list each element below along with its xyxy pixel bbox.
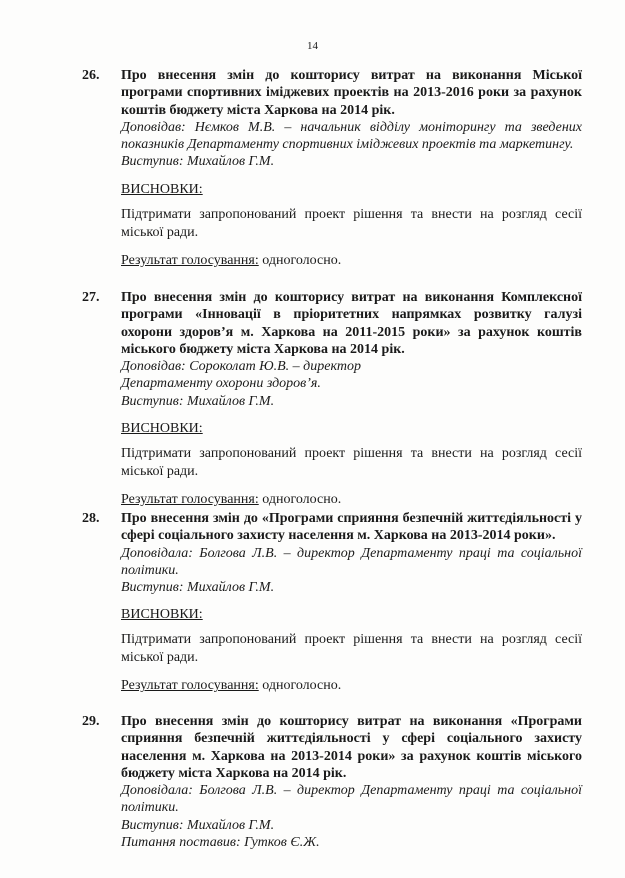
voting-result-value: одноголосно. xyxy=(258,678,342,694)
item-reporter: Доповідав: Нємков М.В. – начальник відділу моніторингу та зведених показників Департаменту спортивних іміджевих проектів та маркетингу. xyxy=(121,119,582,153)
item-speaker: Виступив: Михайлов Г.М. xyxy=(121,154,275,170)
item-number: 26. xyxy=(82,68,100,83)
voting-result xyxy=(121,252,582,269)
item-title: Про внесення змін до кошторису витрат на виконання Комплексної програми «Інновації в пріоритетних напрямках розвитку галузі охорони здоров’я м. Харкова на 2011-2015 роки» за рахунок коштів міського бюджету міста Харкова на 2014 рік. xyxy=(121,290,582,357)
conclusions-text: Підтримати запропонований проект рішення та внести на розгляд сесії міської ради. xyxy=(121,206,582,240)
item-reporter: Доповідав: Сороколат Ю.В. – директор Департаменту охорони здоров’я. xyxy=(121,359,361,392)
conclusions-text: Підтримати запропонований проект рішення та внести на розгляд сесії міської ради. xyxy=(121,632,582,666)
voting-result-value: одноголосно. xyxy=(258,252,342,268)
item-number: 29. xyxy=(82,714,100,729)
item-reporter: Доповідала: Болгова Л.В. – директор Департаменту праці та соціальної політики. xyxy=(121,783,582,816)
item-title: Про внесення змін до «Програми сприяння безпечній життєдіяльності у сфері соціального захисту населення м. Харкова на 2013-2014 роки». xyxy=(121,511,582,544)
conclusions-heading: ВИСНОВКИ: xyxy=(121,421,203,437)
item-speaker: Виступив: Михайлов Г.М. xyxy=(121,580,275,596)
voting-result-label: Результат голосування: xyxy=(121,252,259,268)
page-number: 14 xyxy=(307,40,318,52)
agenda-item-29 xyxy=(82,713,582,851)
conclusions-heading: ВИСНОВКИ: xyxy=(121,607,203,623)
voting-result-label: Результат голосування: xyxy=(121,678,259,694)
item-speaker: Виступив: Михайлов Г.М. xyxy=(121,393,275,409)
agenda-item-27 xyxy=(82,289,582,508)
agenda-item-26 xyxy=(82,67,582,269)
item-title: Про внесення змін до кошторису витрат на виконання «Програми сприяння безпечній життєдіяльності у сфері соціального захисту населення м. Харкова на 2013-2014 роки» за рахунок коштів міського бюджету міста Харкова на 2014 рік. xyxy=(121,714,582,781)
item-reporter: Доповідала: Болгова Л.В. – директор Департаменту праці та соціальної політики. xyxy=(121,545,582,578)
voting-result-value: одноголосно. xyxy=(258,492,342,508)
item-title: Про внесення змін до кошторису витрат на виконання Міської програми спортивних іміджевих проектів на 2013-2016 роки за рахунок коштів бюджету міста Харкова на 2014 рік. xyxy=(121,68,582,118)
voting-result-label: Результат голосування: xyxy=(121,492,259,508)
voting-result xyxy=(121,677,582,694)
conclusions-heading: ВИСНОВКИ: xyxy=(121,181,203,197)
item-speaker: Виступив: Михайлов Г.М. xyxy=(121,817,275,833)
agenda-item-28 xyxy=(82,510,582,694)
item-number: 27. xyxy=(82,290,100,305)
item-number: 28. xyxy=(82,511,100,526)
item-question: Питання поставив: Гутков Є.Ж. xyxy=(121,835,320,851)
voting-result xyxy=(121,491,582,508)
conclusions-text: Підтримати запропонований проект рішення та внести на розгляд сесії міської ради. xyxy=(121,446,582,480)
